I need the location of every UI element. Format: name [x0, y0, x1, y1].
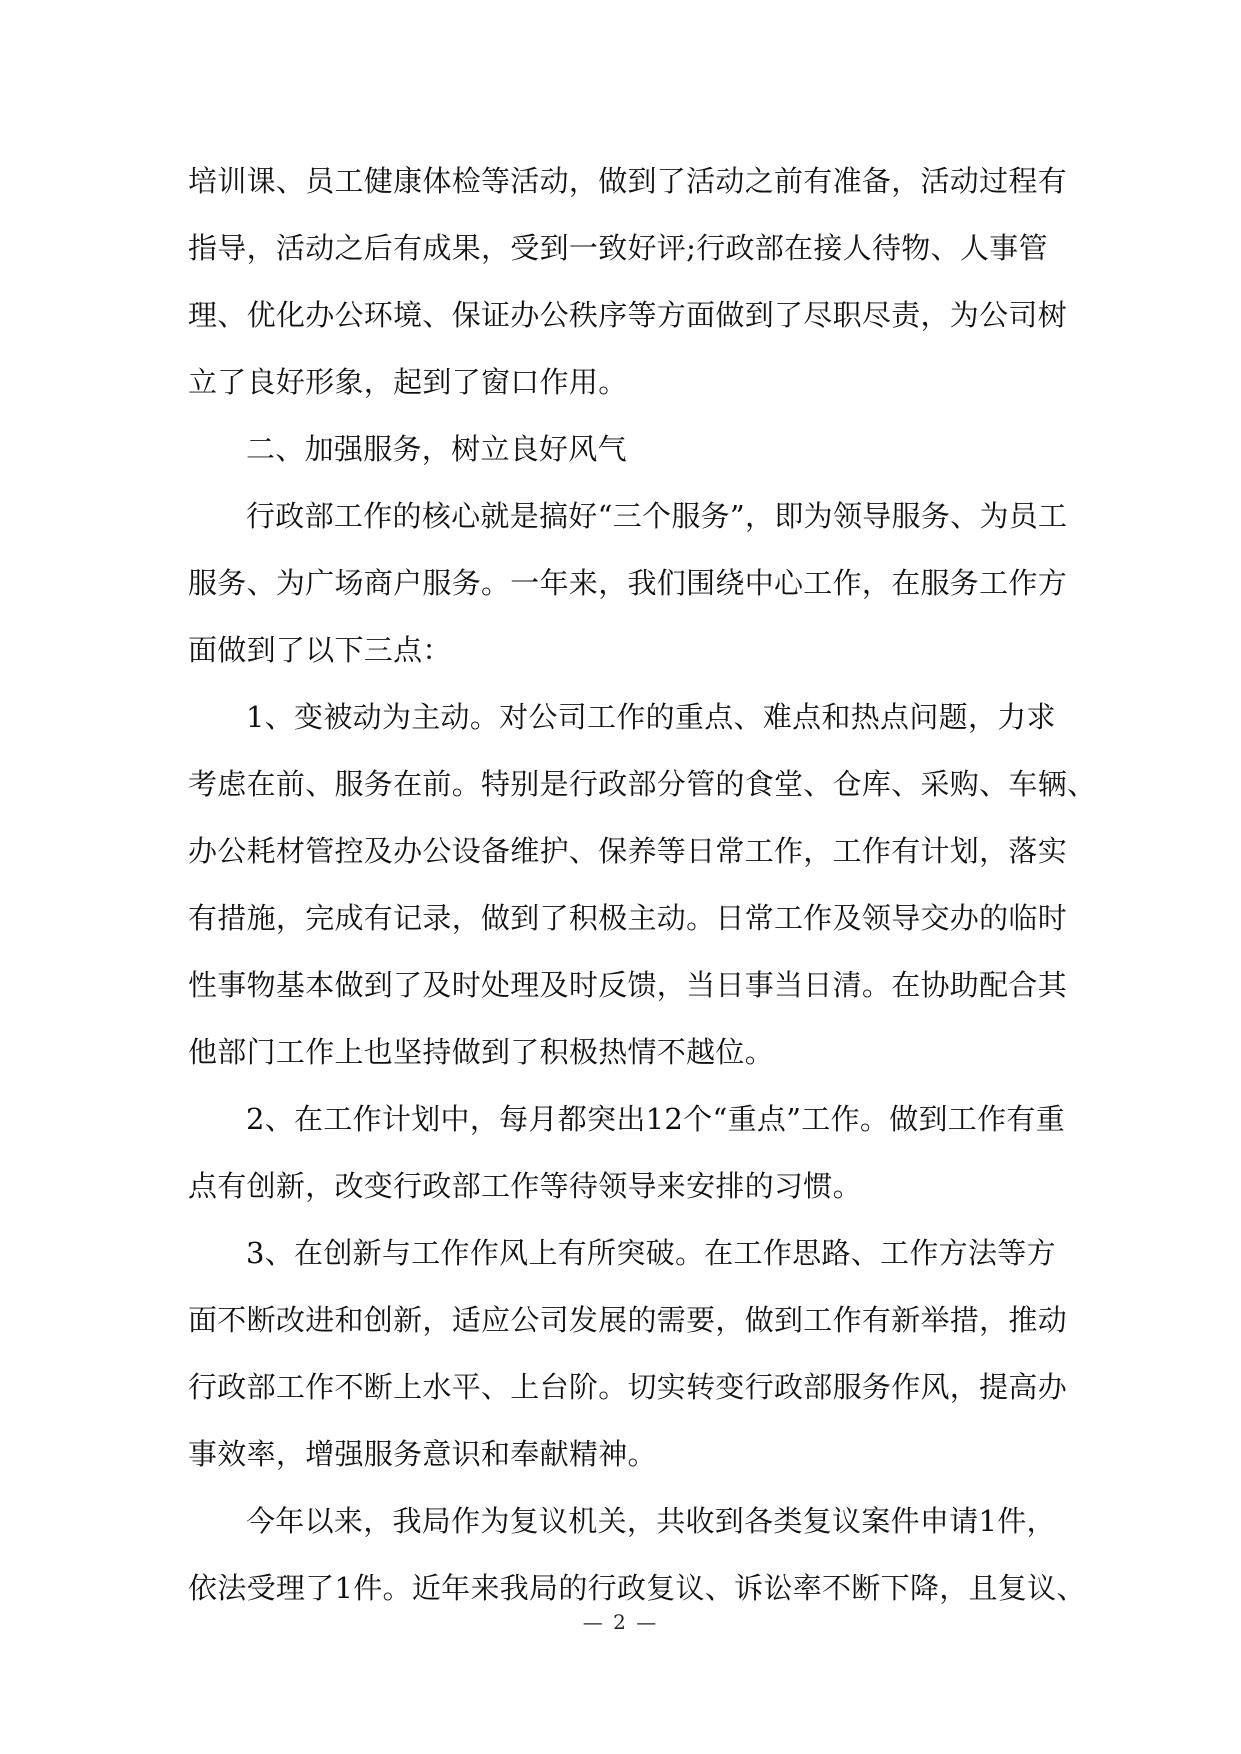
body-line: 立了良好形象，起到了窗口作用。	[188, 365, 628, 399]
body-line: 考虑在前、服务在前。特别是行政部分管的食堂、仓库、采购、车辆、	[188, 767, 1097, 801]
body-line: 指导，活动之后有成果，受到一致好评;行政部在接人待物、人事管	[188, 231, 1048, 265]
body-line: 性事物基本做到了及时处理及时反馈，当日事当日清。在协助配合其	[188, 968, 1068, 1002]
paragraph-first-line: 3、在创新与工作作风上有所突破。在工作思路、工作方法等方	[246, 1236, 1056, 1270]
paragraph-first-line: 行政部工作的核心就是搞好“三个服务”，即为领导服务、为员工	[246, 499, 1068, 533]
body-line: 办公耗材管控及办公设备维护、保养等日常工作，工作有计划，落实	[188, 834, 1068, 868]
page-number: — 2 —	[582, 1610, 659, 1634]
paragraph-first-line: 1、变被动为主动。对公司工作的重点、难点和热点问题，力求	[246, 700, 1056, 734]
body-line: 依法受理了1件。近年来我局的行政复议、诉讼率不断下降，且复议、	[188, 1571, 1086, 1605]
paragraph-first-line: 2、在工作计划中，每月都突出12个“重点”工作。做到工作有重	[246, 1102, 1066, 1136]
body-line: 面做到了以下三点：	[188, 633, 452, 667]
body-line: 培训课、员工健康体检等活动，做到了活动之前有准备，活动过程有	[188, 164, 1068, 198]
section-heading: 二、加强服务，树立良好风气	[246, 432, 627, 466]
body-line: 理、优化办公环境、保证办公秩序等方面做到了尽职尽责，为公司树	[188, 298, 1068, 332]
body-line: 他部门工作上也坚持做到了积极热情不越位。	[188, 1035, 775, 1069]
paragraph-first-line: 今年以来，我局作为复议机关，共收到各类复议案件申请1件，	[246, 1504, 1056, 1538]
body-line: 点有创新，改变行政部工作等待领导来安排的习惯。	[188, 1169, 862, 1203]
body-line: 事效率，增强服务意识和奉献精神。	[188, 1437, 657, 1471]
body-line: 行政部工作不断上水平、上台阶。切实转变行政部服务作风，提高办	[188, 1370, 1068, 1404]
body-line: 服务、为广场商户服务。一年来，我们围绕中心工作，在服务工作方	[188, 566, 1068, 600]
body-line: 面不断改进和创新，适应公司发展的需要，做到工作有新举措，推动	[188, 1303, 1068, 1337]
body-line: 有措施，完成有记录，做到了积极主动。日常工作及领导交办的临时	[188, 901, 1068, 935]
